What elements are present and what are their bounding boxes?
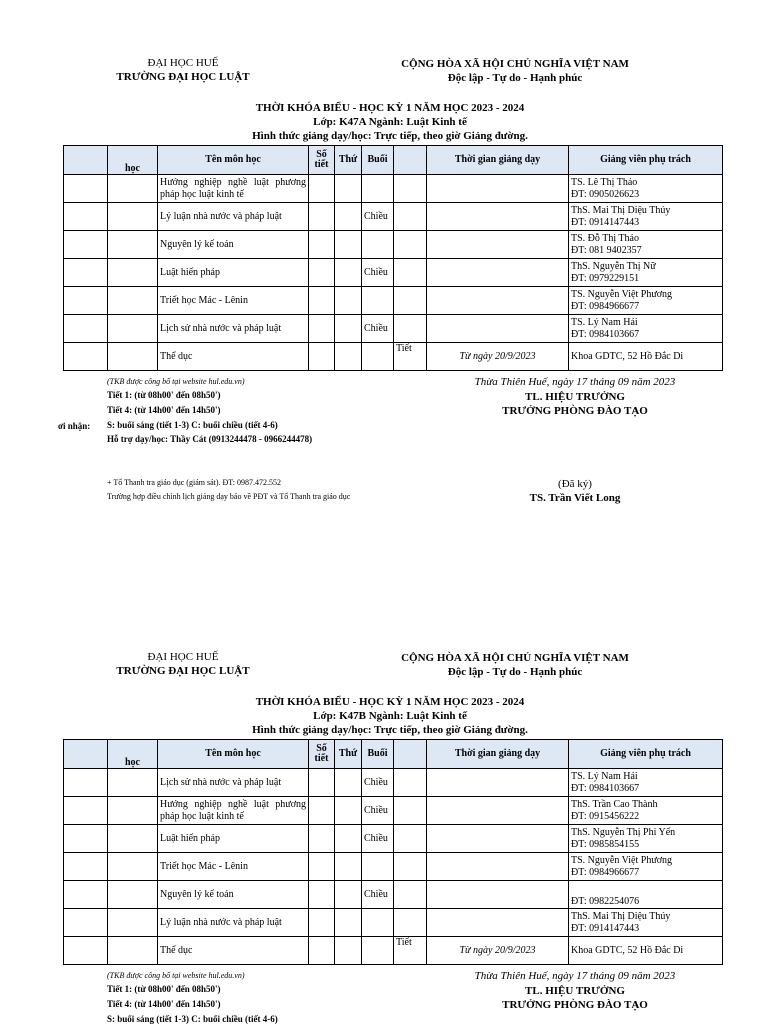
recipients-label: ơi nhận: [58,421,91,431]
table-row [64,881,723,909]
time-cell [427,175,569,203]
table-row [64,287,723,315]
subject-cell: Thể dục [158,343,309,371]
period-cell [394,769,427,797]
column-header: Buổi [362,740,394,769]
column-header: Tên môn học [158,146,309,175]
place-date: Thừa Thiên Huế, ngày 17 tháng 09 năm 2023 [474,376,676,388]
table-row [64,825,723,853]
class-line: Lớp: K47B Ngành: Luật Kinh tế [313,710,467,722]
lecturer-name: Khoa GDTC, 52 Hồ Đắc Di [571,350,684,362]
time-cell [427,853,569,881]
lecturer-cell [569,343,723,371]
lecturer-name: TS. Lý Nam Hải [571,770,638,782]
signed-mark: (Đã ký) [558,478,592,490]
session-cell: Chiều [362,881,394,909]
inspection-contact: + Tổ Thanh tra giáo dục (giám sát). ĐT: 0987.472.552 [107,478,282,487]
period-cell [394,909,427,937]
period-cell: Tiết [394,343,427,371]
lecturer-name: ThS. Mai Thị Diệu Thúy [571,910,671,922]
column-header: Số tiết [309,740,335,769]
time-cell [427,259,569,287]
time-cell [427,769,569,797]
lecturer-name: ThS. Trần Cao Thành [571,798,658,810]
lecturer-cell [569,259,723,287]
signer-title-2: TRƯỞNG PHÒNG ĐÀO TẠO [502,999,648,1011]
period-cell [394,797,427,825]
column-header [394,740,427,769]
period-cell [394,853,427,881]
lecturer-phone: ĐT: 0984966677 [571,300,640,312]
time-cell [427,287,569,315]
column-header [64,740,108,769]
session-cell: Chiều [362,315,394,343]
column-header: Thời gian giảng dạy [427,740,569,769]
signer-title-1: TL. HIỆU TRƯỞNG [525,985,625,997]
lecturer-cell [569,937,723,965]
session-legend: S: buổi sáng (tiết 1-3) C: buổi chiều (tiết 4-6) [107,420,278,430]
column-header: Số tiết [309,146,335,175]
session-cell: Chiều [362,259,394,287]
lecturer-phone: ĐT: 0914147443 [571,922,640,934]
time-cell: Từ ngày 20/9/2023 [427,937,569,965]
column-header: Thời gian giảng dạy [427,146,569,175]
subject-cell: Hướng nghiệp nghề luật phương pháp học luật kinh tế [158,797,309,825]
period1-note: Tiết 1: (từ 08h00' đến 08h50') [107,390,221,400]
column-header: Tên môn học [158,740,309,769]
period-cell [394,203,427,231]
signer-title-1: TL. HIỆU TRƯỞNG [525,391,625,403]
lecturer-cell [569,909,723,937]
timetable-table [63,145,723,371]
form-line: Hình thức giảng dạy/học: Trực tiếp, theo giờ Giảng đường. [252,130,528,142]
table-row [64,937,723,965]
lecturer-name: TS. Đỗ Thị Thảo [571,232,639,244]
signer-name: TS. Trần Viết Long [529,492,621,504]
nation-title: CỘNG HÒA XÃ HỘI CHỦ NGHĨA VIỆT NAM [401,652,629,664]
lecturer-phone: ĐT: 0984966677 [571,866,640,878]
school-name: TRƯỜNG ĐẠI HỌC LUẬT [116,665,250,677]
column-header: Buổi [362,146,394,175]
table-row [64,343,723,371]
lecturer-name: TS. Nguyễn Việt Phương [571,854,673,866]
time-cell [427,909,569,937]
table-row [64,231,723,259]
subject-cell: Nguyên lý kế toán [158,231,309,259]
subject-cell: Triết học Mác - Lênin [158,287,309,315]
subject-cell: Hướng nghiệp nghề luật phương pháp học luật kinh tế [158,175,309,203]
lecturer-cell [569,315,723,343]
session-cell [362,175,394,203]
lecturer-cell [569,231,723,259]
table-row [64,853,723,881]
time-cell [427,797,569,825]
website-note: (TKB được công bố tại website hul.edu.vn) [107,971,245,980]
period-cell [394,315,427,343]
form-line: Hình thức giảng dạy/học: Trực tiếp, theo giờ Giảng đường. [252,724,528,736]
session-legend: S: buổi sáng (tiết 1-3) C: buổi chiều (tiết 4-6) [107,1014,278,1024]
period-cell [394,881,427,909]
lecturer-cell [569,203,723,231]
period-cell [394,175,427,203]
lecturer-phone: ĐT: 0914147443 [571,216,640,228]
column-header [394,146,427,175]
lecturer-name: TS. Lý Nam Hải [571,316,638,328]
period-cell [394,287,427,315]
lecturer-name: ThS. Mai Thị Diệu Thúy [571,204,671,216]
session-cell [362,343,394,371]
lecturer-phone: ĐT: 0985854155 [571,838,640,850]
subject-cell: Thể dục [158,937,309,965]
timetable-title: THỜI KHÓA BIỂU - HỌC KỲ 1 NĂM HỌC 2023 - 2024 [255,696,525,708]
table-row [64,797,723,825]
motto: Độc lập - Tự do - Hạnh phúc [447,72,583,84]
lecturer-cell [569,825,723,853]
table-row [64,909,723,937]
column-header: Thứ [335,740,362,769]
nation-title: CỘNG HÒA XÃ HỘI CHỦ NGHĨA VIỆT NAM [401,58,629,70]
lecturer-name: ThS. Nguyễn Thị Phi Yến [571,826,676,838]
subject-cell: Triết học Mác - Lênin [158,853,309,881]
support-contact: Hỗ trợ dạy/học: Thầy Cát (0913244478 - 0966244478) [107,434,313,444]
place-date: Thừa Thiên Huế, ngày 17 tháng 09 năm 2023 [474,970,676,982]
lecturer-phone: ĐT: 0984103667 [571,782,640,794]
university-name: ĐẠI HỌC HUẾ [147,651,219,663]
period-cell [394,825,427,853]
subject-cell: Nguyên lý kế toán [158,881,309,909]
session-cell: Chiều [362,769,394,797]
time-cell [427,231,569,259]
period-cell [394,259,427,287]
lecturer-name: TS. Lê Thị Thảo [571,176,638,188]
lecturer-cell [569,287,723,315]
period4-note: Tiết 4: (từ 14h00' đến 14h50') [107,999,221,1009]
lecturer-cell [569,853,723,881]
timetable-table [63,739,723,965]
subject-cell: Lịch sử nhà nước và pháp luật [158,315,309,343]
session-cell [362,909,394,937]
class-line: Lớp: K47A Ngành: Luật Kinh tế [313,116,467,128]
session-cell [362,937,394,965]
subject-cell: Luật hiến pháp [158,825,309,853]
session-cell [362,231,394,259]
column-header: Giảng viên phụ trách [569,146,723,175]
column-header: Giảng viên phụ trách [569,740,723,769]
subject-cell: Lý luận nhà nước và pháp luật [158,203,309,231]
period-cell: Tiết [394,937,427,965]
school-name: TRƯỜNG ĐẠI HỌC LUẬT [116,71,250,83]
table-row [64,175,723,203]
signer-title-2: TRƯỞNG PHÒNG ĐÀO TẠO [502,405,648,417]
lecturer-phone: ĐT: 0984103667 [571,328,640,340]
lecturer-cell [569,797,723,825]
period1-note: Tiết 1: (từ 08h00' đến 08h50') [107,984,221,994]
time-cell: Từ ngày 20/9/2023 [427,343,569,371]
lecturer-name: ThS. Nguyễn Thị Nữ [571,260,656,272]
subject-cell: Luật hiến pháp [158,259,309,287]
subject-cell: Lịch sử nhà nước và pháp luật [158,769,309,797]
website-note: (TKB được công bố tại website hul.edu.vn) [107,377,245,386]
lecturer-phone: ĐT: 0979229151 [571,272,640,284]
lecturer-phone: ĐT: 0915456222 [571,810,640,822]
column-header: học [108,146,158,175]
table-row [64,203,723,231]
time-cell [427,203,569,231]
lecturer-cell [569,881,723,909]
column-header: Thứ [335,146,362,175]
university-name: ĐẠI HỌC HUẾ [147,57,219,69]
lecturer-cell [569,175,723,203]
session-cell: Chiều [362,825,394,853]
lecturer-phone: ĐT: 0905026623 [571,188,640,200]
session-cell: Chiều [362,797,394,825]
table-row [64,769,723,797]
lecturer-name: Khoa GDTC, 52 Hồ Đắc Di [571,944,684,956]
lecturer-phone: ĐT: 081 9402357 [571,244,642,256]
time-cell [427,315,569,343]
time-cell [427,825,569,853]
table-row [64,315,723,343]
column-header: học [108,740,158,769]
period4-note: Tiết 4: (từ 14h00' đến 14h50') [107,405,221,415]
column-header [64,146,108,175]
table-header-row [64,146,723,175]
motto: Độc lập - Tự do - Hạnh phúc [447,666,583,678]
session-cell [362,287,394,315]
adjustment-note: Trường hợp điều chỉnh lịch giảng dạy báo về PĐT và Tổ Thanh tra giáo dục [107,492,351,501]
lecturer-cell [569,769,723,797]
lecturer-phone: ĐT: 0982254076 [571,896,640,907]
session-cell: Chiều [362,203,394,231]
subject-cell: Lý luận nhà nước và pháp luật [158,909,309,937]
lecturer-name: TS. Nguyễn Việt Phương [571,288,673,300]
timetable-title: THỜI KHÓA BIỂU - HỌC KỲ 1 NĂM HỌC 2023 - 2024 [255,102,525,114]
time-cell [427,881,569,909]
table-row [64,259,723,287]
session-cell [362,853,394,881]
table-header-row [64,740,723,769]
period-cell [394,231,427,259]
